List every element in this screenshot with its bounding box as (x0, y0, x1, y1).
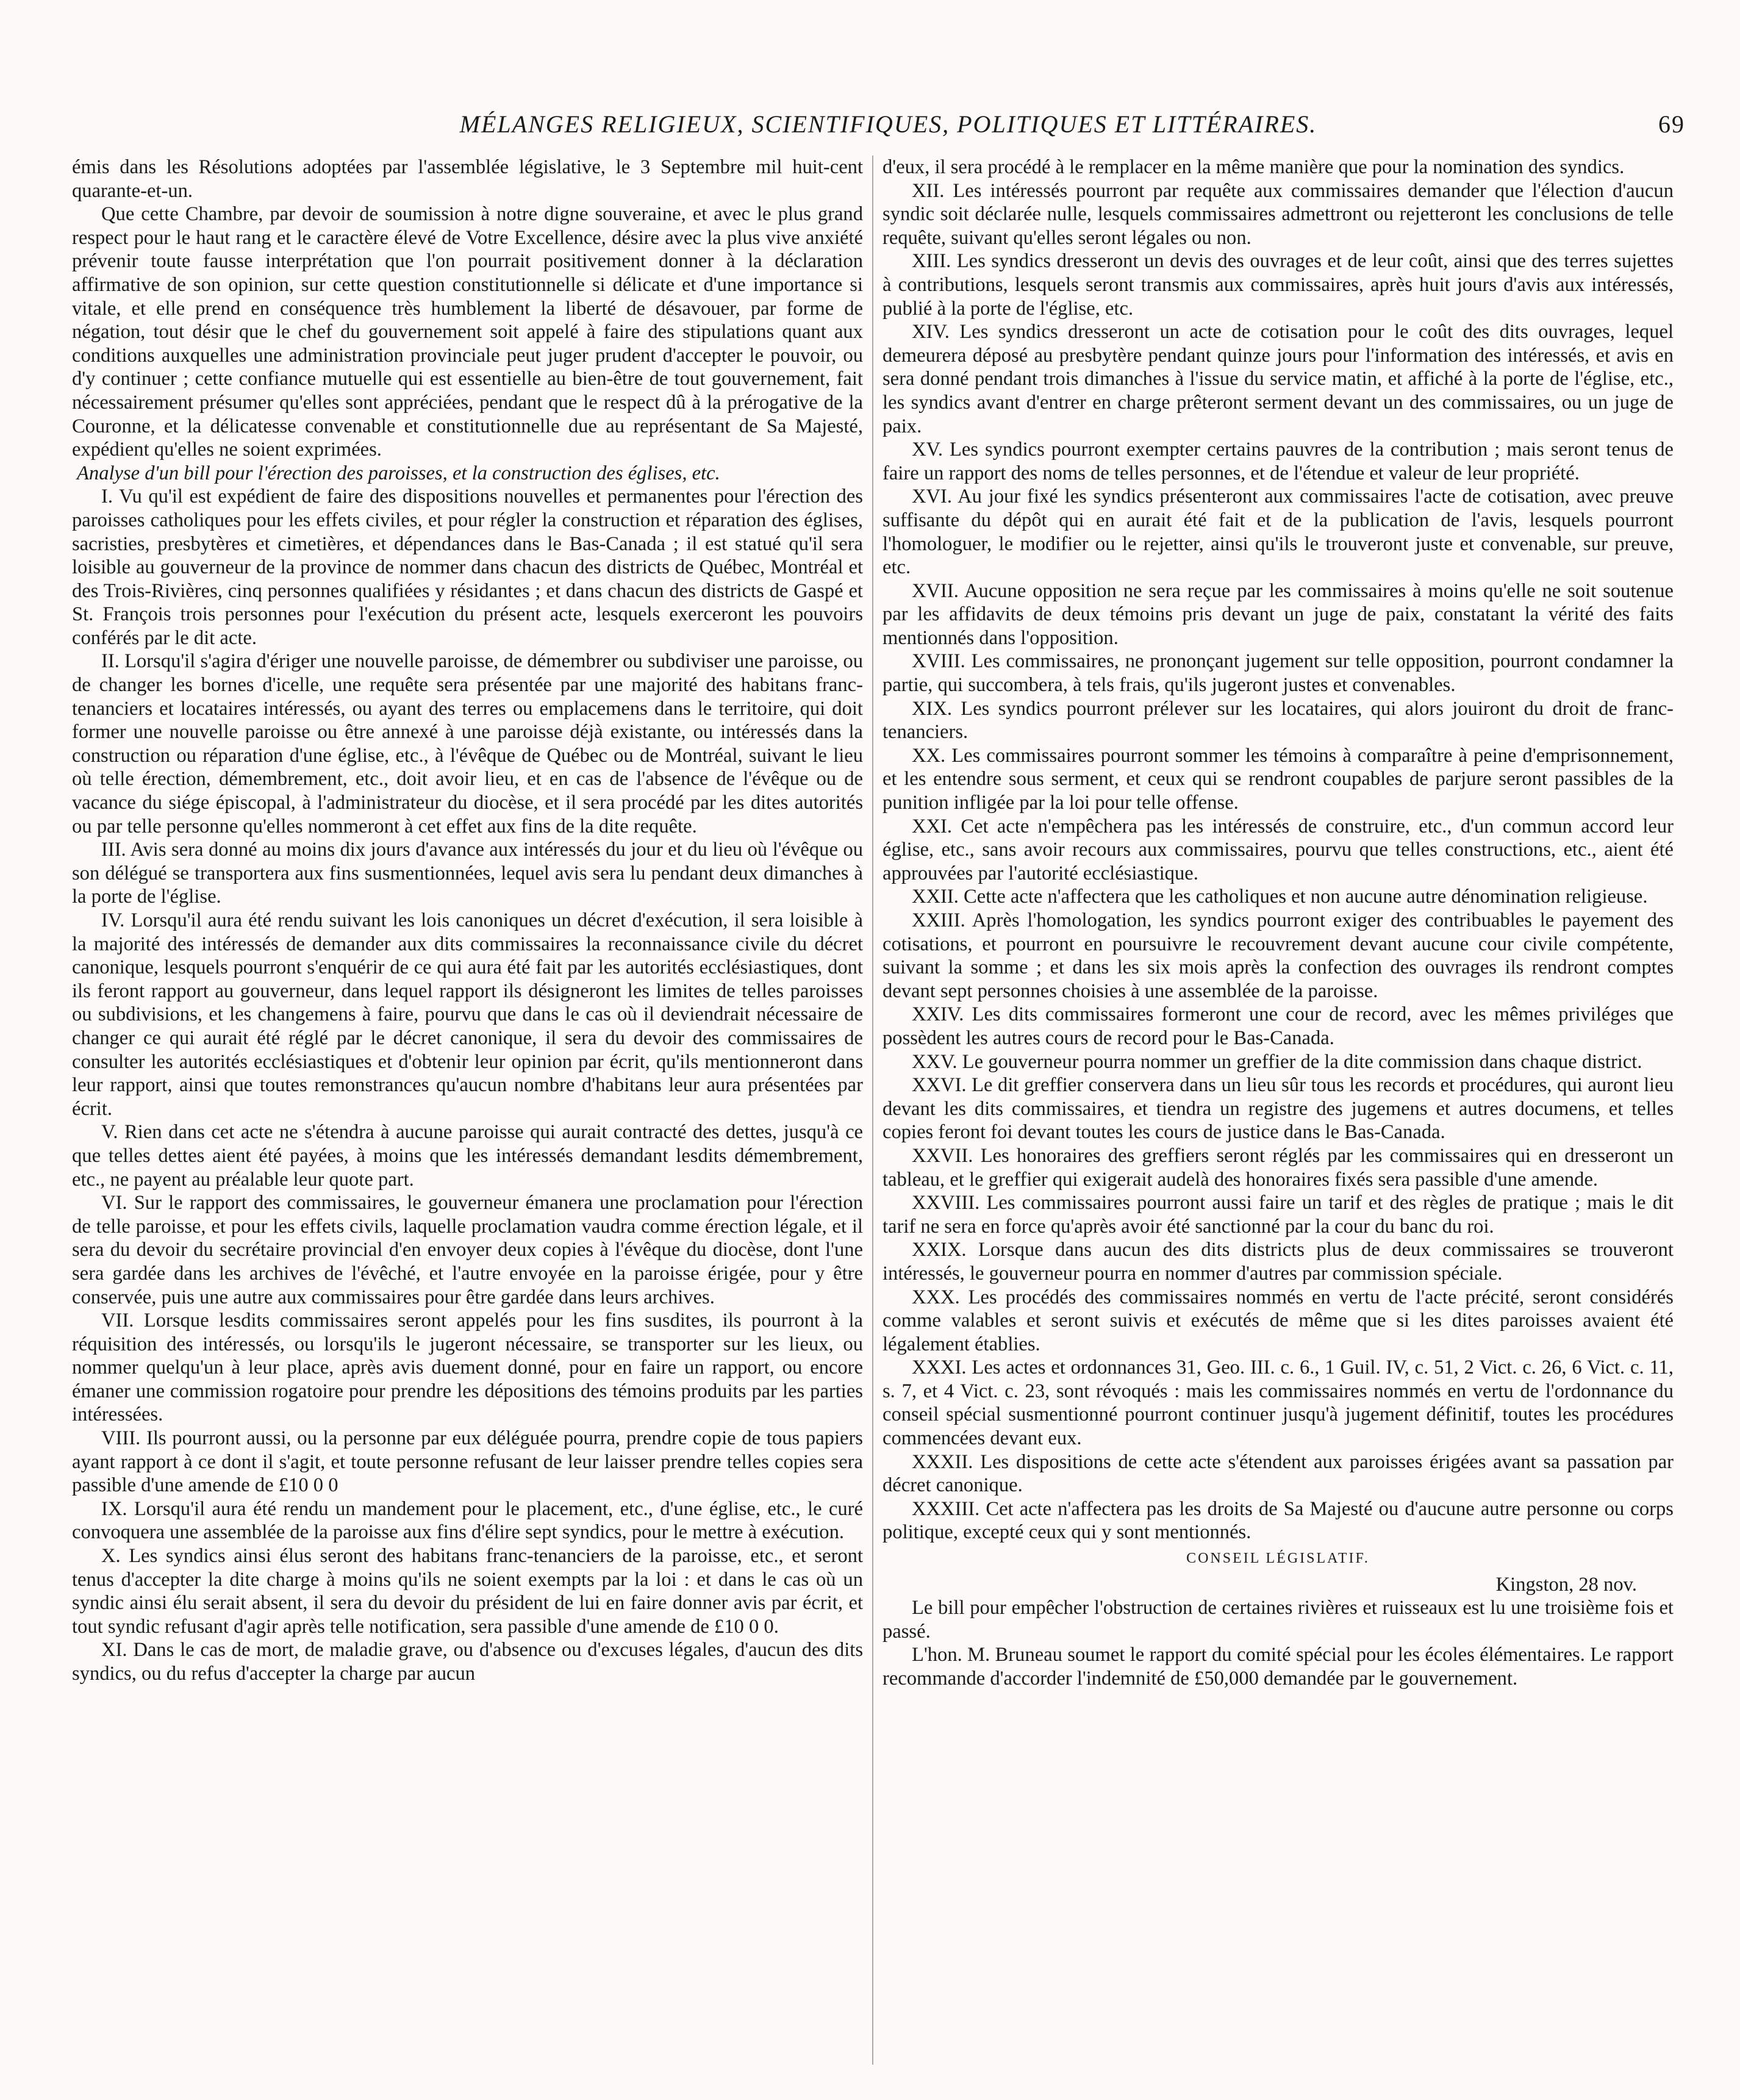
paragraph: VII. Lorsque lesdits commissaires seront appelés pour les fins susdites, ils pourront à la réquisition des intéressés, ou lorsqu'ils le jugeront nécessaire, se transporter sur les lieux, ou nommer quelqu'un à leur place, après avis duement donné, pour en faire un rapport, ou encore émaner une commission rogatoire pour prendre les dépositions des témoins produits par les parties intéressées. (72, 1310, 863, 1426)
paragraph: XXXIII. Cet acte n'affectera pas les droits de Sa Majesté ou d'aucune autre personne ou corps politique, excepté ceux qui y sont mentionnés. (883, 1497, 1674, 1544)
paragraph: XXIII. Après l'homologation, les syndics pourront exiger des contribuables le payement des cotisations, et pourront en poursuivre le recouvrement devant aucune cour civile compétente, suivant la somme ; et dans les six mois après la confection des ouvrages ils rendront comptes devant sept personnes choisies à une assemblée de la paroisse. (883, 909, 1674, 1002)
paragraph: XIX. Les syndics pourront prélever sur les locataires, qui alors jouiront du droit de franc-tenanciers. (883, 697, 1674, 744)
page-number: 69 (1658, 110, 1685, 138)
paragraph: Que cette Chambre, par devoir de soumission à notre digne souveraine, et avec le plus grand respect pour le haut rang et le caractère élevé de Votre Excellence, désire avec la plus vive anxiété prévenir toute fausse interprétation que l'on pourrait positivement donner à la déclaration affirmative de son opinion, sur cette question constitutionnelle si délicate et d'une importance si vitale, et elle prend en conséquence très humblement la liberté de désavouer, par forme de négation, tout désir que le chef du gouvernement soit appelé à faire des stipulations quant aux conditions auxquelles une administration provinciale peut juger prudent d'accepter le pouvoir, ou d'y continuer ; cette confiance mutuelle qui est essentielle au bien-être de tout gouvernement, fait nécessairement présumer qu'elles sont appréciées, pendant que le respect dû à la prérogative de la Couronne, et la délicatesse convenable et constitutionnelle due au représentant de Sa Majesté, expédient qu'elles ne soient exprimées. (72, 203, 863, 461)
paragraph: L'hon. M. Bruneau soumet le rapport du comité spécial pour les écoles élémentaires. Le rapport recommande d'accorder l'indemnité de £50,000 demandée par le gouvernement. (883, 1644, 1674, 1690)
paragraph: XXII. Cette acte n'affectera que les catholiques et non aucune autre dénomination religieuse. (912, 886, 1648, 908)
paragraph: XXIV. Les dits commissaires formeront une cour de record, avec les mêmes priviléges que possèdent les autres cours de record pour le Bas-Canada. (883, 1003, 1674, 1049)
paragraph: XVI. Au jour fixé les syndics présenteront aux commissaires l'acte de cotisation, avec preuve suffisante du dépôt qui en aurait été fait et de la publication de l'avis, lesquels pourront l'homologuer, le modifier ou le rejetter, ainsi qu'ils le trouveront juste et convenable, sur preuve, etc. (883, 486, 1674, 579)
paragraph: XVII. Aucune opposition ne sera reçue par les commissaires à moins qu'elle ne soit soutenue par les affidavits de deux témoins pris devant un juge de paix, constatant la vérité des faits mentionnés dans l'opposition. (883, 579, 1674, 649)
paragraph: X. Les syndics ainsi élus seront des habitans franc-tenanciers de la paroisse, etc., et seront tenus d'accepter la dite charge à moins qu'ils ne soient exempts par la loi : et dans le cas où un syndic ainsi élu serait absent, il sera du devoir du président de lui en faire donner avis par écrit, et tout syndic refusant d'agir après telle notification, sera passible d'une amende de £10 0 0. (72, 1545, 863, 1638)
paragraph: III. Avis sera donné au moins dix jours d'avance aux intéressés du jour et du lieu où l'évêque ou son délégué se transportera aux fins susmentionnées, lequel avis sera lu pendant deux dimanches à la porte de l'église. (72, 839, 863, 908)
paragraph: XIV. Les syndics dresseront un acte de cotisation pour le coût des dits ouvrages, lequel demeurera déposé au presbytère pendant quinze jours pour l'information des intéressés, et avis en sera donné pendant trois dimanches à l'issue du service matin, et affiché à la porte de l'église, etc., les syndics avant d'entrer en charge prêteront serment devant un des commissaires, ou un juge de paix. (883, 321, 1674, 437)
paragraph: Le bill pour empêcher l'obstruction de certaines rivières et ruisseaux est lu une troisième fois et passé. (883, 1597, 1674, 1643)
paragraph: XIII. Les syndics dresseront un devis des ouvrages et de leur coût, ainsi que des terres sujettes à contributions, lesquels seront transmis aux commissaires, après huit jours d'avis aux intéressés, publié à la porte de l'église, etc. (883, 250, 1674, 320)
section-title: CONSEIL LÉGISLATIF. (1186, 1550, 1370, 1567)
paragraph: XX. Les commissaires pourront sommer les témoins à comparaître à peine d'emprisonnement, et les entendre sous serment, et ceux qui se rendront coupables de parjure seront passibles de la punition infligée par la loi pour telle offense. (883, 744, 1674, 814)
paragraph: émis dans les Résolutions adoptées par l'assemblée législative, le 3 Septembre mil huit-cent quarante-et-un. (72, 156, 863, 202)
section-heading: Analyse d'un bill pour l'érection des paroisses, et la construction des églises, etc. (77, 462, 720, 484)
left-column (72, 156, 863, 2065)
column-divider (872, 156, 873, 2065)
running-title: MÉLANGES RELIGIEUX, SCIENTIFIQUES, POLITIQUES ET LITTÉRAIRES. (459, 110, 1317, 138)
paragraph: IV. Lorsqu'il aura été rendu suivant les lois canoniques un décret d'exécution, il sera loisible à la majorité des intéressés de demander aux dits commissaires la reconnaissance civile du décret canonique, lesquels pourront s'enquérir de ce qui aura été fait par les autorités ecclésiastiques, dont ils feront rapport au gouverneur, dans lequel rapport ils désigneront les limites de telles paroisses ou subdivisions, et les changemens à faire, pourvu que dans le cas où il deviendrait nécessaire de changer ce qui aurait été réglé par le décret canonique, il sera du devoir des commissaires de consulter les autorités ecclésiastiques et d'obtenir leur opinion par écrit, qu'ils mentionneront dans leur rapport, ainsi que toutes remonstrances qu'aucun nombre d'habitans leur aura présentées par écrit. (72, 909, 863, 1120)
paragraph: IX. Lorsqu'il aura été rendu un mandement pour le placement, etc., d'une église, etc., le curé convoquera une assemblée de la paroisse aux fins d'élire sept syndics, pour le mettre à exécution. (72, 1497, 863, 1544)
paragraph: XI. Dans le cas de mort, de maladie grave, ou d'absence ou d'excuses légales, d'aucun des dits syndics, ou du refus d'accepter la charge par aucun (72, 1639, 863, 1685)
paragraph: VIII. Ils pourront aussi, ou la personne par eux déléguée pourra, prendre copie de tous papiers ayant rapport à ce dont il s'agit, et toute personne refusant de leur laisser prendre telles copies sera passible d'une amende de £10 0 0 (72, 1427, 863, 1497)
paragraph: XXIX. Lorsque dans aucun des dits districts plus de deux commissaires se trouveront intéressés, le gouverneur pourra en nommer d'autres par commission spéciale. (883, 1239, 1674, 1285)
paragraph: XXV. Le gouverneur pourra nommer un greffier de la dite commission dans chaque district. (912, 1050, 1642, 1073)
paragraph: I. Vu qu'il est expédient de faire des dispositions nouvelles et permanentes pour l'érection des paroisses catholiques pour les effets civiles, et pour régler la construction et réparation des églises, sacristies, presbytères et cimetières, et dépendances dans le Bas-Canada ; il est statué qu'il sera loisible au gouverneur de la province de nommer dans chacun des districts de Québec, Montréal et des Trois-Rivières, cinq personnes qualifiées y résidantes ; et dans chacun des districts de Gaspé et St. François trois personnes pour l'exécution du présent acte, lesquels exerceront les pouvoirs conférés par le dit acte. (72, 486, 863, 649)
paragraph: XVIII. Les commissaires, ne prononçant jugement sur telle opposition, pourront condamner la partie, qui succombera, à tels frais, qu'ils jugeront justes et convenables. (883, 650, 1674, 697)
paragraph: XXVII. Les honoraires des greffiers seront réglés par les commissaires qui en dresseront un tableau, et le greffier qui exigerait audelà des honoraires fixés sera passible d'une amende. (883, 1144, 1674, 1191)
dateline: Kingston, 28 nov. (1495, 1573, 1637, 1596)
paragraph: d'eux, il sera procédé à le remplacer en la même manière que pour la nomination des syndics. (883, 156, 1625, 178)
paragraph: XXI. Cet acte n'empêchera pas les intéressés de construire, etc., d'un commun accord leur église, etc., sans avoir recours aux commissaires, pourvu que telles constructions, etc., aient été approuvées par l'autorité ecclésiastique. (883, 815, 1674, 884)
paragraph: XXVIII. Les commissaires pourront aussi faire un tarif et des règles de pratique ; mais le dit tarif ne sera en force qu'après avoir été sanctionné par la cour du banc du roi. (883, 1192, 1674, 1238)
paragraph: XXXII. Les dispositions de cette acte s'étendent aux paroisses érigées avant sa passation par décret canonique. (883, 1450, 1674, 1497)
paragraph: XII. Les intéressés pourront par requête aux commissaires demander que l'élection d'aucun syndic soit déclarée nulle, lesquels commissaires admettront ou rejetteront les conclusions de telle requête, suivant qu'elles seront légales ou non. (883, 179, 1674, 249)
right-column (883, 156, 1674, 2065)
paragraph: XXVI. Le dit greffier conservera dans un lieu sûr tous les records et procédures, qui auront lieu devant les dits commissaires, et tiendra un registre des jugemens et autres documens, et telles copies feront foi devant toutes les cours de justice dans le Bas-Canada. (883, 1074, 1674, 1144)
page-header (91, 110, 1685, 146)
paragraph: V. Rien dans cet acte ne s'étendra à aucune paroisse qui aurait contracté des dettes, jusqu'à ce que telles dettes aient été payées, à moins que les intéressés demandant lesdits démembrement, etc., ne payent au préalable leur quote part. (72, 1121, 863, 1191)
paragraph: XXX. Les procédés des commissaires nommés en vertu de l'acte précité, seront considérés comme valables et seront suivis et exécutés de même que si les dites paroisses avaient été légalement établies. (883, 1286, 1674, 1355)
paragraph: II. Lorsqu'il s'agira d'ériger une nouvelle paroisse, de démembrer ou subdiviser une paroisse, ou de changer les bornes d'icelle, une requête sera présentée par une majorité des habitans franc-tenanciers et locataires intéressés, ou ayant des terres ou emplacemens dans le territoire, qui doit former une nouvelle paroisse ou être annexé à une paroisse déjà existante, ou intéressés dans la construction ou réparation d'une église, etc., à l'évêque de Québec ou de Montréal, suivant le lieu où telle érection, démembrement, etc., doit avoir lieu, et en cas de l'absence de l'évêque ou de vacance du siége épiscopal, à l'administrateur du diocèse, et il sera procédé par les dites autorités ou par telle personne qu'elles nommeront à cet effet aux fins de la dite requête. (72, 650, 863, 837)
paragraph: XV. Les syndics pourront exempter certains pauvres de la contribution ; mais seront tenus de faire un rapport des noms de telles personnes, et de l'étendue et valeur de leur propriété. (883, 439, 1674, 484)
paragraph: VI. Sur le rapport des commissaires, le gouverneur émanera une proclamation pour l'érection de telle paroisse, et pour les effets civils, laquelle proclamation vaudra comme érection légale, et il sera du devoir du secrétaire provincial d'en envoyer deux copies à l'évêque du diocèse, dont l'une sera gardée dans les archives de l'évêché, et l'autre envoyée en la paroisse érigée, pour y être conservée, puis une autre aux commissaires pour être gardée dans leurs archives. (72, 1192, 863, 1308)
paragraph: XXXI. Les actes et ordonnances 31, Geo. III. c. 6., 1 Guil. IV, c. 51, 2 Vict. c. 26, 6 Vict. c. 11, s. 7, et 4 Vict. c. 23, sont révoqués : mais les commissaires nommés en vertu de l'ordonnance du conseil spécial susmentionné pourront continuer jusqu'à jugement définitif, toutes les procédures commencées devant eux. (883, 1356, 1674, 1450)
